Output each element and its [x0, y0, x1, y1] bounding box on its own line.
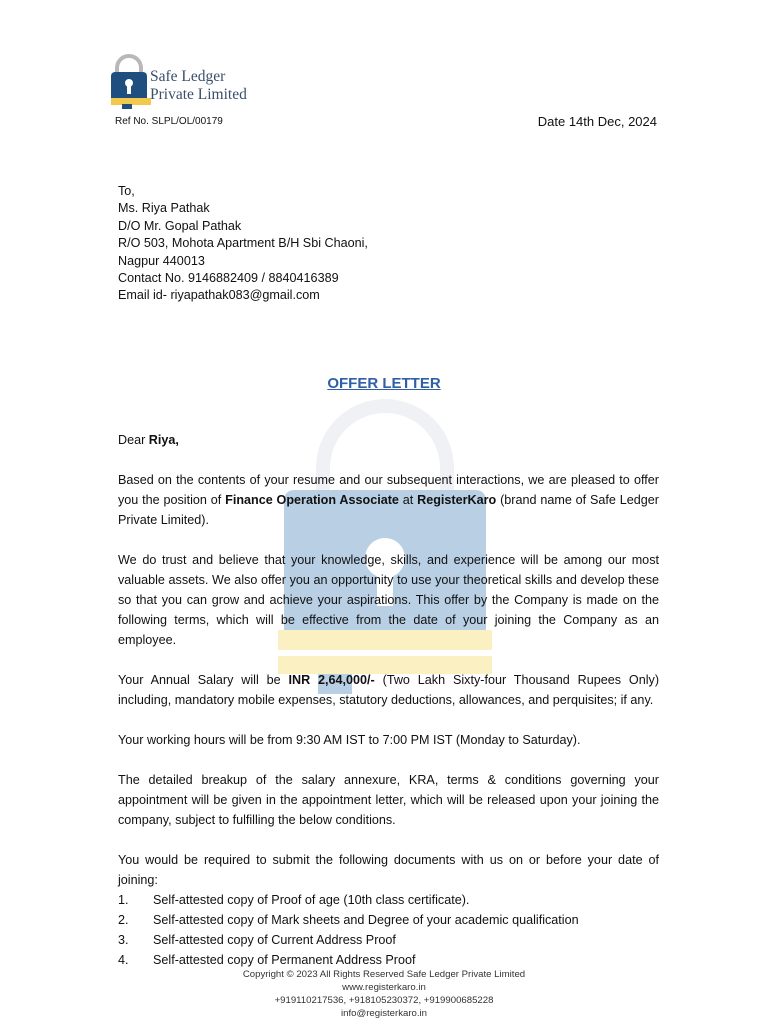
paragraph-trust: We do trust and believe that your knowledge, skills, and experience will be among our most valuable assets. We also offer you an opportunity to use your theoretical skills and develop these so that you can grow and achieve your aspirations. This offer by the Company is made on the following terms, which will be effective from the date of your joining the Company as an employee. — [118, 553, 659, 647]
paragraph-text: (Two Lakh Sixty-four Thousand Rupees Only) including, mandatory mobile expenses, statutory deductions, allowances, and perquisites; if any. — [118, 673, 660, 707]
address-line-2: Nagpur 440013 — [118, 253, 205, 268]
paragraph-working-hours: Your working hours will be from 9:30 AM IST to 7:00 PM IST (Monday to Saturday). — [118, 733, 581, 747]
paragraph-text: (brand name of Safe Ledger Private Limited). — [118, 493, 659, 527]
recipient-email: Email id- riyapathak083@gmail.com — [118, 288, 320, 303]
list-text: Self-attested copy of Current Address Proof — [153, 933, 396, 947]
document-title: OFFER LETTER — [327, 375, 441, 392]
paragraph-text: at — [398, 493, 418, 507]
paragraph-salary — [118, 670, 659, 710]
logo-line-2: Private Limited — [150, 86, 247, 103]
list-text: Self-attested copy of Proof of age (10th class certificate). — [153, 893, 470, 907]
recipient-contact: Contact No. 9146882409 / 8840416389 — [118, 271, 339, 286]
logo-line-1: Safe Ledger — [150, 68, 226, 85]
footer-phones: +919110217536, +918105230372, +919900685228 — [274, 995, 494, 1006]
documents-list — [118, 890, 659, 970]
salutation — [118, 430, 659, 450]
footer-website: www.registerkaro.in — [342, 982, 426, 993]
position-title: Finance Operation Associate — [225, 493, 399, 507]
salutation-prefix: Dear — [118, 433, 149, 447]
page-footer — [0, 968, 768, 1020]
list-number: 4. — [118, 953, 129, 967]
footer-email: info@registerkaro.in — [341, 1008, 427, 1019]
paragraph-text: Your Annual Salary will be — [118, 673, 289, 687]
address-to: To, — [118, 184, 135, 198]
list-text: Self-attested copy of Mark sheets and Degree of your academic qualification — [153, 913, 579, 927]
letter-date: Date 14th Dec, 2024 — [537, 114, 657, 129]
recipient-address — [118, 183, 368, 305]
address-line-1: R/O 503, Mohota Apartment B/H Sbi Chaoni, — [118, 236, 368, 251]
list-text: Self-attested copy of Permanent Address Proof — [153, 953, 416, 967]
list-item — [118, 930, 659, 950]
recipient-relation: D/O Mr. Gopal Pathak — [118, 218, 242, 233]
list-item — [118, 890, 659, 910]
letter-body — [118, 430, 659, 970]
list-number: 2. — [118, 913, 129, 927]
footer-copyright: Copyright © 2023 All Rights Reserved Safe Ledger Private Limited — [242, 969, 526, 980]
list-item — [118, 910, 659, 930]
salary-amount: INR 2,64,000/- — [288, 673, 375, 687]
list-number: 3. — [118, 933, 129, 947]
list-item — [118, 950, 659, 970]
list-number: 1. — [118, 893, 129, 907]
company-name: RegisterKaro — [417, 493, 497, 507]
paragraph-breakup: The detailed breakup of the salary annexure, KRA, terms & conditions governing your appointment will be given in the appointment letter, which will be released upon your joining the company, subject to fulfilling the below conditions. — [118, 773, 659, 827]
paragraph-text: Based on the contents of your resume and our subsequent interactions, we are pleased to offer you the position of — [118, 473, 659, 507]
salutation-name: Riya, — [148, 433, 179, 447]
company-logo-text — [150, 68, 247, 104]
reference-number: Ref No. SLPL/OL/00179 — [115, 116, 223, 127]
paragraph-offer — [118, 470, 659, 530]
recipient-name: Ms. Riya Pathak — [118, 201, 210, 216]
paragraph-documents-intro: You would be required to submit the following documents with us on or before your date of joining: — [118, 853, 659, 887]
